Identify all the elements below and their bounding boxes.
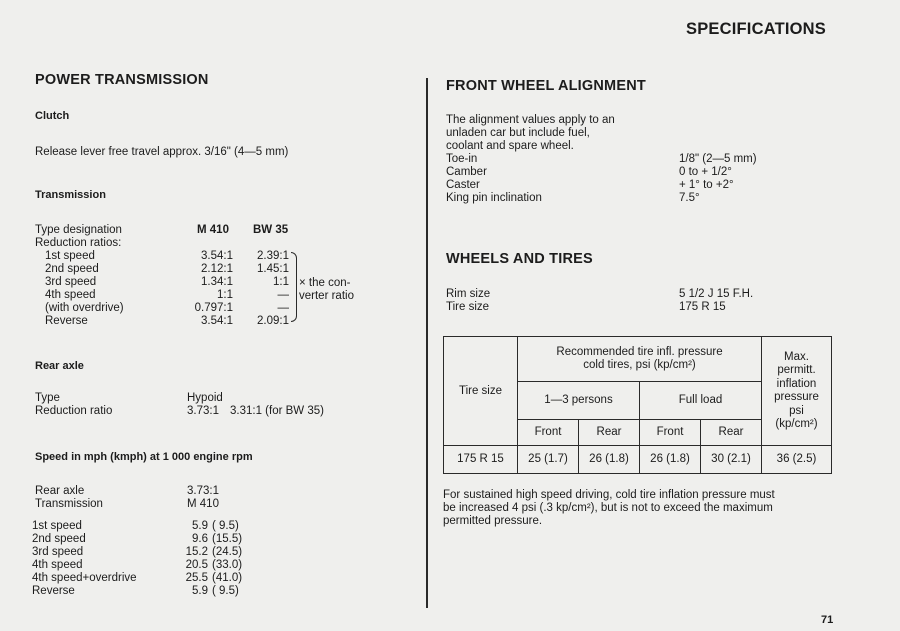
alignment-value: + 1° to +2° <box>679 179 734 191</box>
speed-rear-axle-label: Rear axle <box>35 485 85 497</box>
converter-note-line2: verter ratio <box>299 290 354 302</box>
max-header-line: Max. <box>784 350 809 363</box>
ratio-label: Reverse <box>45 315 88 327</box>
tire-size-header: Tire size <box>444 337 518 446</box>
power-transmission-heading: POWER TRANSMISSION <box>35 72 209 88</box>
speed-label: 3rd speed <box>32 546 84 558</box>
reduction-ratios-label: Reduction ratios: <box>35 237 122 249</box>
front-wheel-alignment-heading: FRONT WHEEL ALIGNMENT <box>446 78 646 94</box>
ratio-label: 3rd speed <box>45 276 97 288</box>
column-divider <box>426 78 428 608</box>
ratio-bw35: 2.09:1 <box>257 315 289 327</box>
alignment-intro-1: The alignment values apply to an <box>446 114 615 126</box>
ratio-bw35: 2.39:1 <box>257 250 289 262</box>
row-fullload-front: 26 (1.8) <box>640 446 701 474</box>
rear-axle-heading: Rear axle <box>35 360 84 372</box>
speed-kmph: (41.0) <box>212 572 243 584</box>
footnote-line-1: For sustained high speed driving, cold tire inflation pressure must <box>443 489 775 501</box>
ratio-label: 4th speed <box>45 289 96 301</box>
m410-header: M 410 <box>197 224 229 236</box>
transmission-heading: Transmission <box>35 189 106 201</box>
fullload-front-header: Front <box>640 420 701 446</box>
speed-kmph: (24.5) <box>212 546 243 558</box>
recommended-line1: Recommended tire infl. pressure <box>556 346 723 358</box>
footnote-line-3: permitted pressure. <box>443 515 543 527</box>
speed-label: 4th speed <box>32 559 83 571</box>
speed-label: 2nd speed <box>32 533 86 545</box>
speed-kmph: ( 9.5) <box>212 585 239 597</box>
ratio-m410: 3.54:1 <box>201 250 233 262</box>
alignment-value: 0 to + 1/2° <box>679 166 732 178</box>
speed-mph: 20.5 <box>185 559 208 571</box>
converter-brace <box>291 252 297 322</box>
speed-mph: 5.9 <box>192 520 208 532</box>
ratio-label: 1st speed <box>45 250 95 262</box>
ratio-label: 2nd speed <box>45 263 99 275</box>
page-title: SPECIFICATIONS <box>686 20 827 38</box>
row-persons-rear: 26 (1.8) <box>579 446 640 474</box>
ratio-bw35: 1:1 <box>273 276 289 288</box>
rear-axle-ratio-label: Reduction ratio <box>35 405 113 417</box>
tire-size-value: 175 R 15 <box>679 301 726 313</box>
ratio-bw35: — <box>277 289 289 301</box>
ratio-m410: 0.797:1 <box>194 302 233 314</box>
rim-size-label: Rim size <box>446 288 491 300</box>
speed-kmph: (15.5) <box>212 533 243 545</box>
rear-axle-ratio-alt: 3.31:1 (for BW 35) <box>230 405 324 417</box>
alignment-label: Caster <box>446 179 480 191</box>
full-load-header: Full load <box>640 382 762 420</box>
alignment-label: King pin inclination <box>446 192 542 204</box>
speed-kmph: (33.0) <box>212 559 243 571</box>
ratio-bw35: 1.45:1 <box>257 263 289 275</box>
max-header-line: inflation <box>776 377 817 390</box>
tire-pressure-table <box>443 336 832 474</box>
speed-label: Reverse <box>32 585 75 597</box>
speed-mph: 5.9 <box>192 585 208 597</box>
max-header-line: (kp/cm²) <box>775 418 818 430</box>
tire-size-label: Tire size <box>446 301 490 313</box>
rear-axle-type-value: Hypoid <box>187 392 223 404</box>
speed-transmission-label: Transmission <box>35 498 103 510</box>
max-pressure-header <box>762 337 832 446</box>
ratio-m410: 2.12:1 <box>201 263 233 275</box>
speed-rear-axle-value: 3.73:1 <box>187 485 219 497</box>
ratio-m410: 1.34:1 <box>201 276 233 288</box>
speed-heading: Speed in mph (kmph) at 1 000 engine rpm <box>35 451 253 463</box>
converter-note-line1: × the con- <box>299 277 351 289</box>
alignment-value: 1/8" (2—5 mm) <box>679 153 757 165</box>
row-persons-front: 25 (1.7) <box>518 446 579 474</box>
persons-header: 1—3 persons <box>518 382 640 420</box>
persons-rear-header: Rear <box>579 420 640 446</box>
speed-label: 4th speed+overdrive <box>32 572 137 584</box>
speed-mph: 9.6 <box>192 533 208 545</box>
alignment-label: Toe-in <box>446 153 478 165</box>
speed-label: 1st speed <box>32 520 82 532</box>
max-header-line: permitt. <box>777 364 816 376</box>
fullload-rear-header: Rear <box>701 420 762 446</box>
footnote-line-2: be increased 4 psi (.3 kp/cm²), but is not to exceed the maximum <box>443 502 773 514</box>
max-header-line: psi <box>789 404 804 417</box>
page-number: 71 <box>821 614 834 626</box>
recommended-line2: cold tires, psi (kp/cm²) <box>583 359 696 371</box>
ratio-m410: 3.54:1 <box>201 315 233 327</box>
ratio-m410: 1:1 <box>217 289 233 301</box>
clutch-text: Release lever free travel approx. 3/16" (4—5 mm) <box>35 146 289 158</box>
recommended-pressure-header <box>518 337 762 382</box>
ratio-label: (with overdrive) <box>45 302 124 314</box>
rear-axle-ratio-value: 3.73:1 <box>187 405 219 417</box>
rim-size-value: 5 1/2 J 15 F.H. <box>679 288 754 300</box>
row-fullload-rear: 30 (2.1) <box>701 446 762 474</box>
speed-mph: 15.2 <box>185 546 208 558</box>
wheels-tires-heading: WHEELS AND TIRES <box>446 251 593 267</box>
max-header-line: pressure <box>774 391 819 403</box>
row-max-pressure: 36 (2.5) <box>762 446 832 474</box>
clutch-heading: Clutch <box>35 110 70 122</box>
alignment-intro-3: coolant and spare wheel. <box>446 140 574 152</box>
alignment-label: Camber <box>446 166 487 178</box>
alignment-value: 7.5° <box>679 192 700 204</box>
speed-kmph: ( 9.5) <box>212 520 239 532</box>
persons-front-header: Front <box>518 420 579 446</box>
alignment-intro-2: unladen car but include fuel, <box>446 127 590 139</box>
rear-axle-type-label: Type <box>35 392 60 404</box>
speed-mph: 25.5 <box>185 572 208 584</box>
speed-transmission-value: M 410 <box>187 498 219 510</box>
row-tire-size: 175 R 15 <box>444 446 518 474</box>
ratio-bw35: — <box>277 302 289 314</box>
bw35-header: BW 35 <box>253 224 289 236</box>
type-designation-label: Type designation <box>35 224 122 236</box>
